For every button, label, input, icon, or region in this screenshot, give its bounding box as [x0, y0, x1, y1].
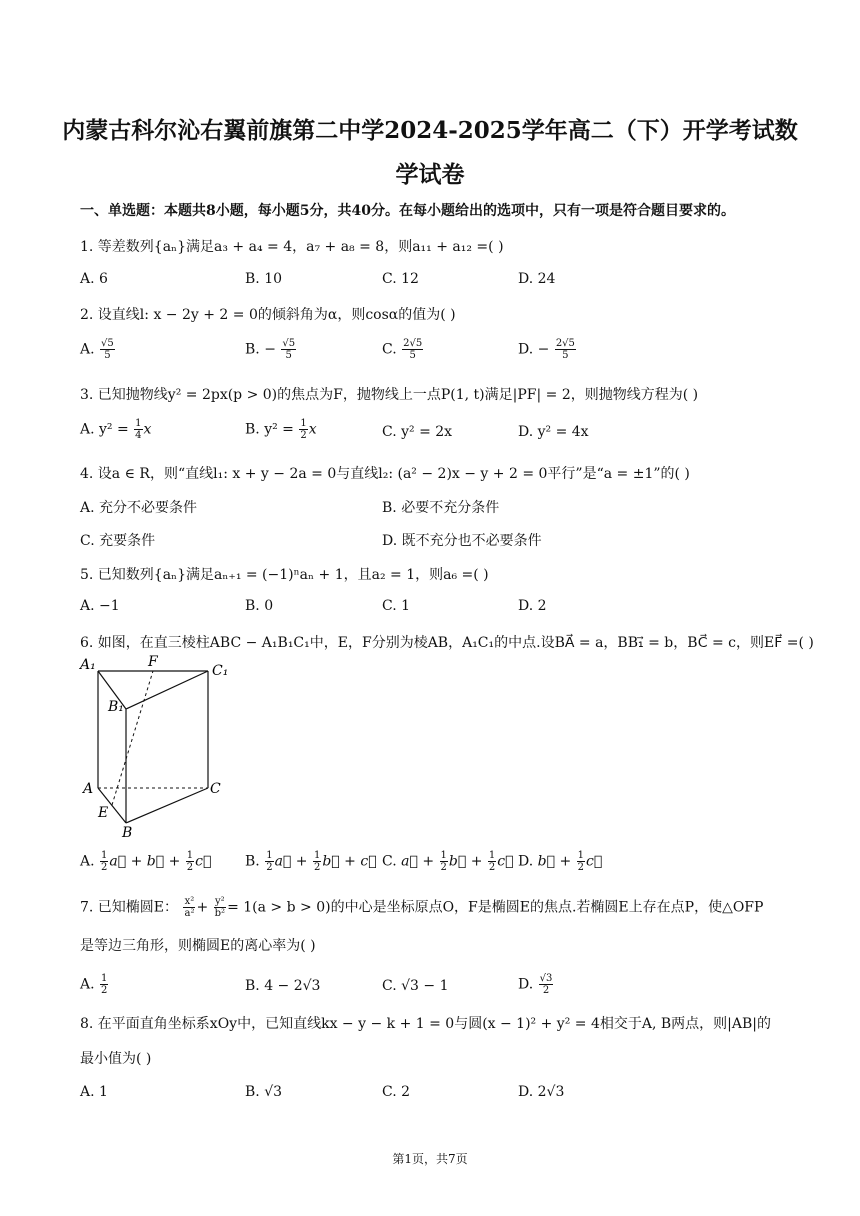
q6-option-c: C. a⃗ + $\frac{1}{2}$ b⃗ + $\frac{1}{2}$ c⃗ [382, 850, 514, 873]
question-6: 6. 如图，在直三棱柱ABC − A₁B₁C₁中，E，F分别为棱AB，A₁C₁的中点.设BA⃗ = a，BB₁⃗ = b，BC⃗ = c，则EF⃗ =( ) [80, 635, 814, 651]
label-a: A [83, 781, 94, 797]
q3-option-d: D. y² = 4x [518, 424, 589, 440]
q7-option-c: C. √3 − 1 [382, 978, 449, 994]
q7-option-b: B. 4 − 2√3 [245, 978, 321, 994]
q6-option-d: D. b⃗ + $\frac{1}{2}$ c⃗ [518, 850, 603, 873]
q4-option-a: A. 充分不必要条件 [80, 500, 198, 516]
q8-option-b: B. √3 [245, 1084, 283, 1100]
q3-option-b: B. y² = $\frac{1}{2}$ x [245, 418, 317, 441]
q8-option-d: D. 2√3 [518, 1084, 565, 1100]
q3-option-c: C. y² = 2x [382, 424, 453, 440]
q2-option-b: B. − $\frac{√5}{5}$ [245, 338, 296, 361]
label-a1: A₁ [80, 657, 96, 673]
question-3: 3. 已知抛物线y² = 2px(p > 0)的焦点为F，抛物线上一点P(1, t)满足|PF| = 2，则抛物线方程为( ) [80, 387, 699, 403]
q4-option-d: D. 既不充分也不必要条件 [382, 533, 542, 549]
q5-option-b: B. 0 [245, 598, 274, 614]
label-b1: B₁ [108, 699, 124, 715]
question-8-line1: 8. 在平面直角坐标系xOy中，已知直线kx − y − k + 1 = 0与圆(x − 1)² + y² = 4相交于A, B两点，则|AB|的 [80, 1016, 771, 1032]
label-e: E [98, 805, 109, 821]
q8-option-a: A. 1 [80, 1084, 108, 1100]
q1-option-a: A. 6 [80, 271, 108, 287]
question-4: 4. 设a ∈ R，则“直线l₁: x + y − 2a = 0与直线l₂: (a² − 2)x − y + 2 = 0平行”是“a = ±1”的( ) [80, 466, 690, 482]
q6-option-b: B. $\frac{1}{2}$ a⃗ + $\frac{1}{2}$ b⃗ + c⃗ [245, 850, 377, 873]
section-heading: 一、单选题：本题共8小题，每小题5分，共40分。在每小题给出的选项中，只有一项是符合题目要求的。 [80, 203, 735, 219]
q3-option-a: A. y² = $\frac{1}{4}$ x [80, 418, 152, 441]
label-b: B [122, 825, 133, 841]
q2-option-c: C. $\frac{2√5}{5}$ [382, 338, 423, 361]
q1-option-b: B. 10 [245, 271, 283, 287]
q6-option-a: A. $\frac{1}{2}$ a⃗ + b⃗ + $\frac{1}{2}$ c⃗ [80, 850, 212, 873]
q8-option-c: C. 2 [382, 1084, 411, 1100]
label-c1: C₁ [212, 663, 229, 679]
q1-option-d: D. 24 [518, 271, 556, 287]
question-5: 5. 已知数列{aₙ}满足aₙ₊₁ = (−1)ⁿaₙ + 1，且a₂ = 1，则a₆ =( ) [80, 567, 489, 583]
label-f: F [148, 654, 158, 670]
question-7-line1: 7. 已知椭圆E： $\frac{\text{x²}}{\text{a²}}$ + $\frac{\text{y²}}{\text{b²}}$ = 1(a > b > 0)的中心是坐标原点O，F是椭圆E的焦点.若椭圆E上存在点P，使△OFP [80, 896, 764, 919]
question-8-line2: 最小值为( ) [80, 1051, 152, 1067]
q7-option-a: A. $\frac{1}{2}$ [80, 973, 108, 996]
page-footer: 第1页，共7页 [392, 1152, 468, 1166]
q5-option-d: D. 2 [518, 598, 547, 614]
exam-title-line1: 内蒙古科尔沁右翼前旗第二中学2024-2025学年高二（下）开学考试数 [62, 117, 798, 144]
question-1: 1. 等差数列{aₙ}满足a₃ + a₄ = 4，a₇ + a₈ = 8，则a₁₁ + a₁₂ =( ) [80, 239, 504, 255]
exam-title-line2: 学试卷 [395, 161, 465, 188]
label-c: C [210, 781, 221, 797]
q5-option-c: C. 1 [382, 598, 411, 614]
q7-option-d: D. $\frac{√3}{2}$ [518, 973, 553, 996]
q5-option-a: A. −1 [80, 598, 120, 614]
q2-option-a: A. $\frac{√5}{5}$ [80, 338, 114, 361]
q4-option-b: B. 必要不充分条件 [382, 500, 500, 516]
prism-figure [78, 653, 238, 841]
q4-option-c: C. 充要条件 [80, 533, 156, 549]
question-7-line2: 是等边三角形，则椭圆E的离心率为( ) [80, 938, 316, 954]
question-2: 2. 设直线l: x − 2y + 2 = 0的倾斜角为α，则cosα的值为( ) [80, 307, 456, 323]
q2-option-d: D. − $\frac{2√5}{5}$ [518, 338, 575, 361]
q1-option-c: C. 12 [382, 271, 419, 287]
